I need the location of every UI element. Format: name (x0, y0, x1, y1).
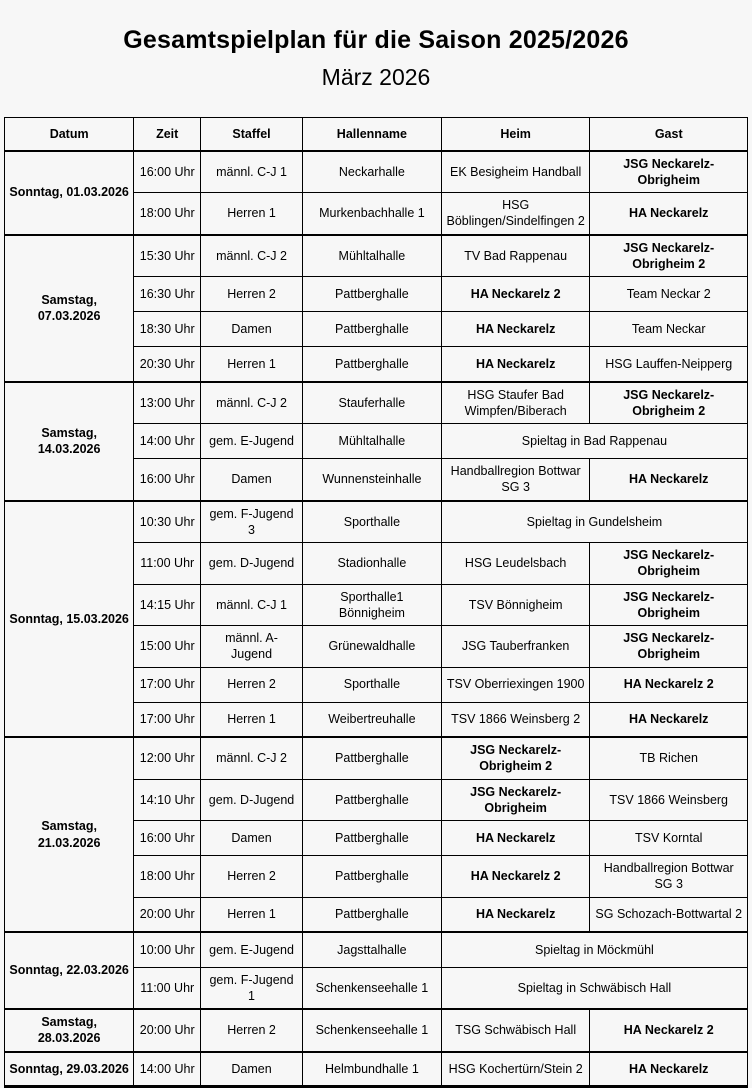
time-cell: 11:00 Uhr (134, 967, 201, 1009)
division-cell: Herren 1 (201, 897, 303, 932)
column-header: Heim (441, 118, 590, 151)
hall-cell: Sporthalle (302, 501, 441, 543)
guest-team-cell: HA Neckarelz (590, 702, 748, 737)
table-row (5, 932, 748, 967)
time-cell: 14:00 Uhr (134, 1052, 201, 1087)
time-cell: 17:00 Uhr (134, 702, 201, 737)
guest-team-cell: JSG Neckarelz-Obrigheim (590, 626, 748, 668)
hall-cell: Pattberghalle (302, 897, 441, 932)
division-cell: Herren 1 (201, 347, 303, 382)
home-team-cell: EK Besigheim Handball (441, 151, 590, 193)
home-team-cell: HA Neckarelz (441, 897, 590, 932)
hall-cell: Mühltalhalle (302, 424, 441, 459)
date-cell: Samstag, 21.03.2026 (5, 737, 134, 932)
hall-cell: Mühltalhalle (302, 235, 441, 277)
guest-team-cell: HA Neckarelz (590, 1052, 748, 1087)
division-cell: männl. C-J 1 (201, 584, 303, 626)
time-cell: 15:00 Uhr (134, 626, 201, 668)
guest-team-cell: TSV Korntal (590, 821, 748, 856)
home-team-cell: TSV Oberriexingen 1900 (441, 667, 590, 702)
guest-team-cell: JSG Neckarelz-Obrigheim 2 (590, 235, 748, 277)
hall-cell: Sporthalle (302, 667, 441, 702)
date-cell: Samstag, 28.03.2026 (5, 1009, 134, 1052)
time-cell: 14:15 Uhr (134, 584, 201, 626)
guest-team-cell: Team Neckar (590, 312, 748, 347)
time-cell: 11:00 Uhr (134, 543, 201, 585)
time-cell: 16:00 Uhr (134, 459, 201, 501)
table-row (5, 382, 748, 424)
division-cell: Herren 1 (201, 702, 303, 737)
division-cell: gem. F-Jugend 3 (201, 501, 303, 543)
division-cell: gem. E-Jugend (201, 932, 303, 967)
time-cell: 13:00 Uhr (134, 382, 201, 424)
division-cell: gem. D-Jugend (201, 543, 303, 585)
time-cell: 17:00 Uhr (134, 667, 201, 702)
division-cell: Herren 2 (201, 1009, 303, 1052)
home-team-cell: HA Neckarelz (441, 821, 590, 856)
table-row (5, 501, 748, 543)
home-team-cell: HA Neckarelz 2 (441, 856, 590, 898)
hall-cell: Wunnensteinhalle (302, 459, 441, 501)
hall-cell: Pattberghalle (302, 856, 441, 898)
column-header: Gast (590, 118, 748, 151)
guest-team-cell: HA Neckarelz (590, 459, 748, 501)
date-cell: Sonntag, 15.03.2026 (5, 501, 134, 738)
time-cell: 16:00 Uhr (134, 821, 201, 856)
hall-cell: Pattberghalle (302, 347, 441, 382)
hall-cell: Stauferhalle (302, 382, 441, 424)
home-team-cell: TSV Bönnigheim (441, 584, 590, 626)
division-cell: Herren 2 (201, 667, 303, 702)
home-team-cell: TV Bad Rappenau (441, 235, 590, 277)
guest-team-cell: Team Neckar 2 (590, 277, 748, 312)
matchday-note-cell: Spieltag in Schwäbisch Hall (441, 967, 747, 1009)
guest-team-cell: TB Richen (590, 737, 748, 779)
header-row (5, 118, 748, 151)
matchday-note-cell: Spieltag in Bad Rappenau (441, 424, 747, 459)
time-cell: 14:10 Uhr (134, 779, 201, 821)
table-row (5, 1052, 748, 1087)
hall-cell: Schenkenseehalle 1 (302, 1009, 441, 1052)
date-cell: Samstag, 07.03.2026 (5, 235, 134, 382)
division-cell: gem. F-Jugend 1 (201, 967, 303, 1009)
division-cell: männl. C-J 2 (201, 737, 303, 779)
hall-cell: Pattberghalle (302, 779, 441, 821)
time-cell: 20:30 Uhr (134, 347, 201, 382)
division-cell: männl. C-J 1 (201, 151, 303, 193)
home-team-cell: HSG Leudelsbach (441, 543, 590, 585)
column-header: Datum (5, 118, 134, 151)
table-row (5, 235, 748, 277)
guest-team-cell: Handballregion Bottwar SG 3 (590, 856, 748, 898)
time-cell: 20:00 Uhr (134, 1009, 201, 1052)
home-team-cell: JSG Neckarelz-Obrigheim (441, 779, 590, 821)
hall-cell: Pattberghalle (302, 312, 441, 347)
time-cell: 10:00 Uhr (134, 932, 201, 967)
guest-team-cell: HA Neckarelz 2 (590, 667, 748, 702)
table-row (5, 151, 748, 193)
guest-team-cell: JSG Neckarelz-Obrigheim (590, 584, 748, 626)
hall-cell: Jagsttalhalle (302, 932, 441, 967)
hall-cell: Sporthalle1 Bönnigheim (302, 584, 441, 626)
hall-cell: Murkenbachhalle 1 (302, 193, 441, 235)
month-subtitle: März 2026 (321, 64, 431, 90)
hall-cell: Pattberghalle (302, 277, 441, 312)
division-cell: Damen (201, 459, 303, 501)
hall-cell: Neckarhalle (302, 151, 441, 193)
table-row (5, 1009, 748, 1052)
hall-cell: Helmbundhalle 1 (302, 1052, 441, 1087)
home-team-cell: HA Neckarelz 2 (441, 277, 590, 312)
column-header: Hallenname (302, 118, 441, 151)
hall-cell: Grünewaldhalle (302, 626, 441, 668)
time-cell: 18:30 Uhr (134, 312, 201, 347)
guest-team-cell: HA Neckarelz 2 (590, 1009, 748, 1052)
division-cell: Damen (201, 821, 303, 856)
division-cell: Herren 2 (201, 277, 303, 312)
hall-cell: Weibertreuhalle (302, 702, 441, 737)
guest-team-cell: JSG Neckarelz-Obrigheim (590, 543, 748, 585)
hall-cell: Pattberghalle (302, 821, 441, 856)
guest-team-cell: JSG Neckarelz-Obrigheim 2 (590, 382, 748, 424)
time-cell: 20:00 Uhr (134, 897, 201, 932)
home-team-cell: HSG Staufer Bad Wimpfen/Biberach (441, 382, 590, 424)
division-cell: männl. A-Jugend (201, 626, 303, 668)
time-cell: 18:00 Uhr (134, 856, 201, 898)
guest-team-cell: HA Neckarelz (590, 193, 748, 235)
time-cell: 10:30 Uhr (134, 501, 201, 543)
division-cell: Damen (201, 312, 303, 347)
home-team-cell: JSG Tauberfranken (441, 626, 590, 668)
division-cell: männl. C-J 2 (201, 235, 303, 277)
guest-team-cell: SG Schozach-Bottwartal 2 (590, 897, 748, 932)
guest-team-cell: TSV 1866 Weinsberg (590, 779, 748, 821)
time-cell: 18:00 Uhr (134, 193, 201, 235)
division-cell: gem. D-Jugend (201, 779, 303, 821)
schedule-table (4, 117, 748, 1088)
division-cell: Herren 1 (201, 193, 303, 235)
date-cell: Sonntag, 01.03.2026 (5, 151, 134, 235)
date-cell: Samstag, 14.03.2026 (5, 382, 134, 501)
time-cell: 16:30 Uhr (134, 277, 201, 312)
date-cell: Sonntag, 29.03.2026 (5, 1052, 134, 1087)
home-team-cell: TSG Schwäbisch Hall (441, 1009, 590, 1052)
division-cell: Herren 2 (201, 856, 303, 898)
division-cell: gem. E-Jugend (201, 424, 303, 459)
page-title: Gesamtspielplan für die Saison 2025/2026 (123, 26, 629, 54)
hall-cell: Pattberghalle (302, 737, 441, 779)
time-cell: 12:00 Uhr (134, 737, 201, 779)
time-cell: 16:00 Uhr (134, 151, 201, 193)
matchday-note-cell: Spieltag in Möckmühl (441, 932, 747, 967)
column-header: Staffel (201, 118, 303, 151)
matchday-note-cell: Spieltag in Gundelsheim (441, 501, 747, 543)
hall-cell: Stadionhalle (302, 543, 441, 585)
home-team-cell: HA Neckarelz (441, 312, 590, 347)
date-cell: Sonntag, 22.03.2026 (5, 932, 134, 1009)
time-cell: 15:30 Uhr (134, 235, 201, 277)
home-team-cell: HA Neckarelz (441, 347, 590, 382)
guest-team-cell: JSG Neckarelz-Obrigheim (590, 151, 748, 193)
division-cell: Damen (201, 1052, 303, 1087)
division-cell: männl. C-J 2 (201, 382, 303, 424)
home-team-cell: HSG Böblingen/Sindelfingen 2 (441, 193, 590, 235)
home-team-cell: Handballregion Bottwar SG 3 (441, 459, 590, 501)
column-header: Zeit (134, 118, 201, 151)
home-team-cell: HSG Kochertürn/Stein 2 (441, 1052, 590, 1087)
guest-team-cell: HSG Lauffen-Neipperg (590, 347, 748, 382)
time-cell: 14:00 Uhr (134, 424, 201, 459)
home-team-cell: TSV 1866 Weinsberg 2 (441, 702, 590, 737)
table-row (5, 737, 748, 779)
schedule-body (5, 151, 748, 1087)
hall-cell: Schenkenseehalle 1 (302, 967, 441, 1009)
home-team-cell: JSG Neckarelz-Obrigheim 2 (441, 737, 590, 779)
